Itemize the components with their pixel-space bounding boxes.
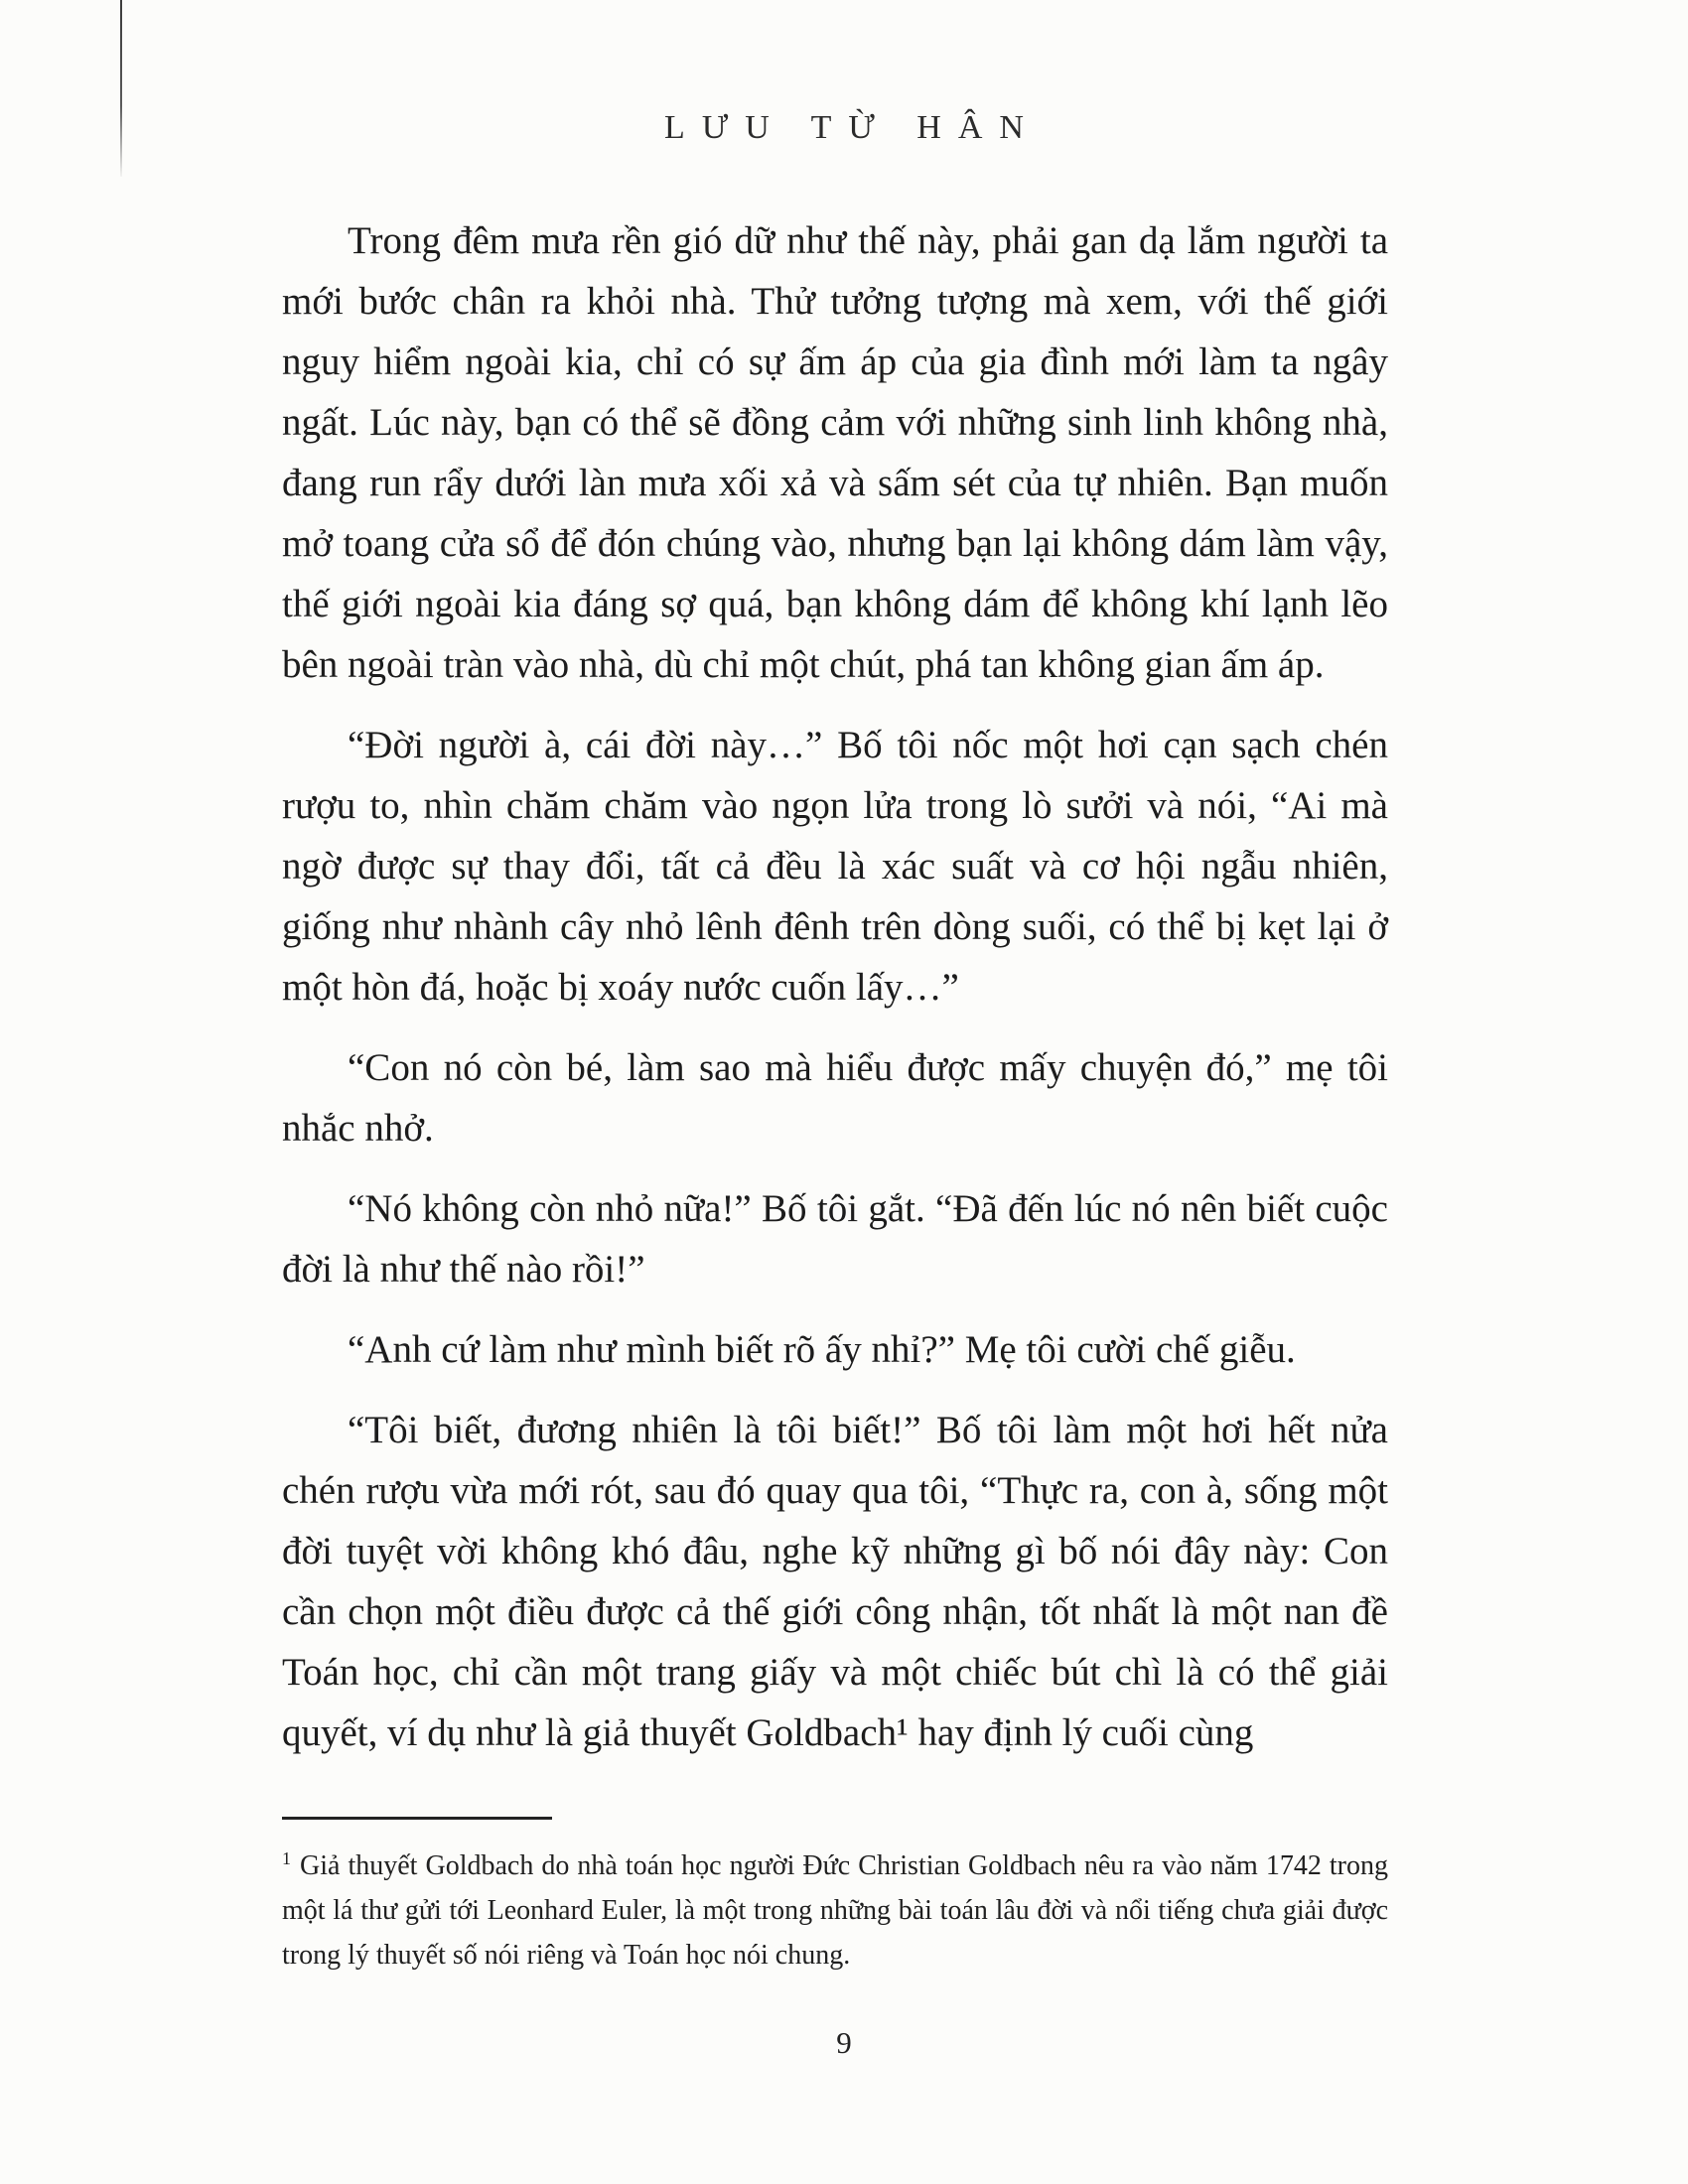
paragraph-3: “Con nó còn bé, làm sao mà hiểu được mấy chuyện đó,” mẹ tôi nhắc nhở.: [282, 1046, 1388, 1150]
footnote-text: [282, 1843, 1388, 1978]
paragraph-1: Trong đêm mưa rền gió dữ như thế này, phải gan dạ lắm người ta mới bước chân ra khỏi nhà. Thử tưởng tượng mà xem, với thế giới nguy hiểm ngoài kia, chỉ có sự ấm áp của gia đình mới làm ta ngây ngất. Lúc này, bạn có thể sẽ đồng cảm với những sinh linh không nhà, đang run rẩy dưới làn mưa xối xả và sấm sét của tự nhiên. Bạn muốn mở toang cửa sổ để đón chúng vào, nhưng bạn lại không dám làm vậy, thế giới ngoài kia đáng sợ quá, bạn không dám để không khí lạnh lẽo bên ngoài tràn vào nhà, dù chỉ một chút, phá tan không gian ấm áp.: [282, 219, 1388, 686]
footnote-divider-rule: [282, 1817, 552, 1820]
running-header-author: LƯU TỪ HÂN: [664, 109, 1041, 146]
paragraph-2: “Đời người à, cái đời này…” Bố tôi nốc một hơi cạn sạch chén rượu to, nhìn chăm chăm vào ngọn lửa trong lò sưởi và nói, “Ai mà ngờ được sự thay đổi, tất cả đều là xác suất và cơ hội ngẫu nhiên, giống như nhành cây nhỏ lênh đênh trên dòng suối, có thể bị kẹt lại ở một hòn đá, hoặc bị xoáy nước cuốn lấy…”: [282, 724, 1388, 1009]
page-edge-scan-artifact: [120, 0, 122, 177]
footnote-body: Giả thuyết Goldbach do nhà toán học người Đức Christian Goldbach nêu ra vào năm 1742 trong một lá thư gửi tới Leonhard Euler, là một trong những bài toán lâu đời và nổi tiếng chưa giải được trong lý thuyết số nói riêng và Toán học nói chung.: [282, 1850, 1388, 1971]
page-number: 9: [836, 2025, 852, 2060]
paragraph-6: “Tôi biết, đương nhiên là tôi biết!” Bố tôi làm một hơi hết nửa chén rượu vừa mới rót, sau đó quay qua tôi, “Thực ra, con à, sống một đời tuyệt vời không khó đâu, nghe kỹ những gì bố nói đây này: Con cần chọn một điều được cả thế giới công nhận, tốt nhất là một nan đề Toán học, chỉ cần một trang giấy và một chiếc bút chì là có thể giải quyết, ví dụ như là giả thuyết Goldbach¹ hay định lý cuối cùng: [282, 1409, 1388, 1754]
paragraph-5: “Anh cứ làm như mình biết rõ ấy nhỉ?” Mẹ tôi cười chế giễu.: [348, 1328, 1296, 1371]
paragraph-4: “Nó không còn nhỏ nữa!” Bố tôi gắt. “Đã đến lúc nó nên biết cuộc đời là như thế nào rồi!”: [282, 1187, 1388, 1291]
footnote-section: [282, 1817, 1388, 1978]
footnote-marker: 1: [282, 1847, 291, 1868]
body-text-block: [282, 210, 1388, 1763]
